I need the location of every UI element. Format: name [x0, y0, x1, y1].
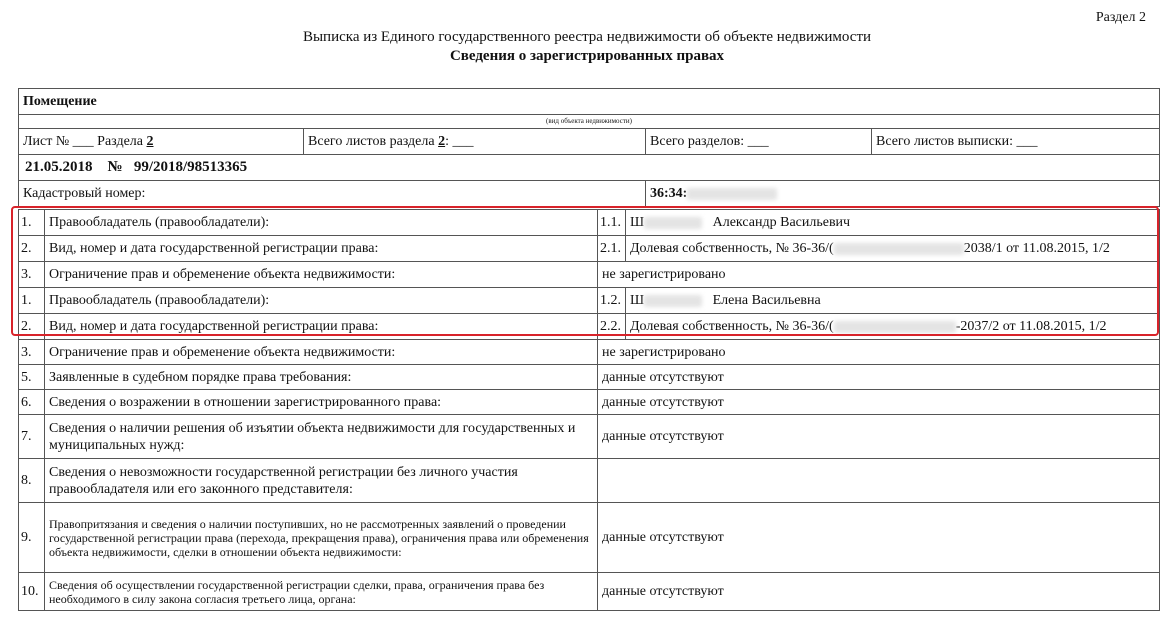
redacted-block [834, 321, 956, 333]
row-label: Ограничение прав и обременение объекта недвижимости: [45, 340, 598, 365]
row-label: Ограничение прав и обременение объекта недвижимости: [45, 262, 598, 288]
row-number: 2. [19, 314, 45, 340]
redacted-block [644, 217, 702, 229]
table-row [19, 314, 1160, 340]
sheet-number-cell [19, 129, 304, 155]
table-row [19, 210, 1160, 236]
redacted-block [644, 295, 702, 307]
redacted-block [834, 243, 964, 255]
row-value [626, 210, 1160, 236]
row-number: 3. [19, 340, 45, 365]
row-label: Заявленные в судебном порядке права требования: [45, 365, 598, 390]
row-label: Правопритязания и сведения о наличии поступивших, но не рассмотренных заявлений о проведении государственной регистрации права (перехода, прекращения права), ограничения права или обременения объекта недвижимости, сделки в отношении объекта недвижимости: [45, 503, 598, 573]
rights-table [18, 209, 1160, 611]
total-sheets-cell [304, 129, 646, 155]
number-sign: № [107, 159, 123, 175]
row-number: 8. [19, 459, 45, 503]
row-number: 6. [19, 390, 45, 415]
row-label: Вид, номер и дата государственной регистрации права: [45, 236, 598, 262]
value-suffix: Александр Васильевич [712, 215, 851, 230]
total-sections: Всего разделов: ___ [646, 129, 872, 155]
table-row [19, 236, 1160, 262]
row-value: данные отсутствуют [598, 503, 1160, 573]
value-prefix: Ш [630, 215, 645, 230]
value-prefix: Долевая собственность, № 36-36/( [630, 241, 834, 256]
row-number: 10. [19, 573, 45, 611]
row-number: 1. [19, 210, 45, 236]
object-info-table [18, 88, 1160, 207]
cadastral-value: 36:34: [650, 186, 688, 201]
table-row [19, 390, 1160, 415]
table-row [19, 288, 1160, 314]
row-subnumber: 2.1. [598, 236, 626, 262]
row-value [626, 236, 1160, 262]
table-row [19, 415, 1160, 459]
value-suffix: Елена Васильевна [712, 293, 821, 308]
row-number: 5. [19, 365, 45, 390]
date-number-cell [19, 155, 1160, 181]
document-title: Выписка из Единого государственного реестра недвижимости об объекте недвижимости [302, 29, 872, 45]
object-type: Помещение [19, 89, 1160, 115]
row-value: данные отсутствуют [598, 365, 1160, 390]
table-row [19, 262, 1160, 288]
value-prefix: Ш [630, 293, 645, 308]
row-value [598, 459, 1160, 503]
total-sheets-suffix: : ___ [445, 134, 474, 149]
row-subnumber: 1.1. [598, 210, 626, 236]
row-value [626, 314, 1160, 340]
sheet-value: 2 [146, 134, 154, 149]
value-suffix: 2038/1 от 11.08.2015, 1/2 [963, 241, 1110, 256]
row-value: данные отсутствуют [598, 415, 1160, 459]
row-label: Вид, номер и дата государственной регистрации права: [45, 314, 598, 340]
total-extract-sheets: Всего листов выписки: ___ [872, 129, 1160, 155]
row-label: Сведения о возражении в отношении зарегистрированного права: [45, 390, 598, 415]
table-row [19, 365, 1160, 390]
document-subtitle: Сведения о зарегистрированных правах [449, 48, 725, 64]
row-value: не зарегистрировано [598, 340, 1160, 365]
table-row [19, 459, 1160, 503]
row-label: Сведения о невозможности государственной регистрации без личного участия правообладателя или его законного представителя: [45, 459, 598, 503]
redacted-block [687, 188, 777, 200]
row-subnumber: 1.2. [598, 288, 626, 314]
row-label: Сведения об осуществлении государственной регистрации сделки, права, ограничения права без необходимого в силу закона согласия третьего лица, органа: [45, 573, 598, 611]
row-label: Правообладатель (правообладатели): [45, 288, 598, 314]
row-number: 9. [19, 503, 45, 573]
total-sheets-value: 2 [438, 134, 446, 149]
row-subnumber: 2.2. [598, 314, 626, 340]
row-label: Сведения о наличии решения об изъятии объекта недвижимости для государственных и муниципальных нужд: [45, 415, 598, 459]
row-number: 7. [19, 415, 45, 459]
row-value [626, 288, 1160, 314]
extract-date: 21.05.2018 [25, 159, 93, 175]
cadastral-label: Кадастровый номер: [19, 181, 646, 207]
sheet-label: Лист № ___ Раздела [23, 134, 143, 149]
table-row [19, 340, 1160, 365]
value-suffix: -2037/2 от 11.08.2015, 1/2 [955, 319, 1107, 334]
table-row [19, 503, 1160, 573]
object-type-caption: (вид объекта недвижимости) [19, 115, 1160, 129]
row-number: 2. [19, 236, 45, 262]
cadastral-value-cell [646, 181, 1160, 207]
row-value: данные отсутствуют [598, 573, 1160, 611]
value-prefix: Долевая собственность, № 36-36/( [630, 319, 834, 334]
section-label: Раздел 2 [1095, 10, 1146, 25]
row-value: не зарегистрировано [598, 262, 1160, 288]
row-value: данные отсутствуют [598, 390, 1160, 415]
row-label: Правообладатель (правообладатели): [45, 210, 598, 236]
row-number: 1. [19, 288, 45, 314]
table-row [19, 573, 1160, 611]
extract-number: 99/2018/98513365 [133, 159, 248, 175]
total-sheets-label: Всего листов раздела [308, 134, 435, 149]
row-number: 3. [19, 262, 45, 288]
